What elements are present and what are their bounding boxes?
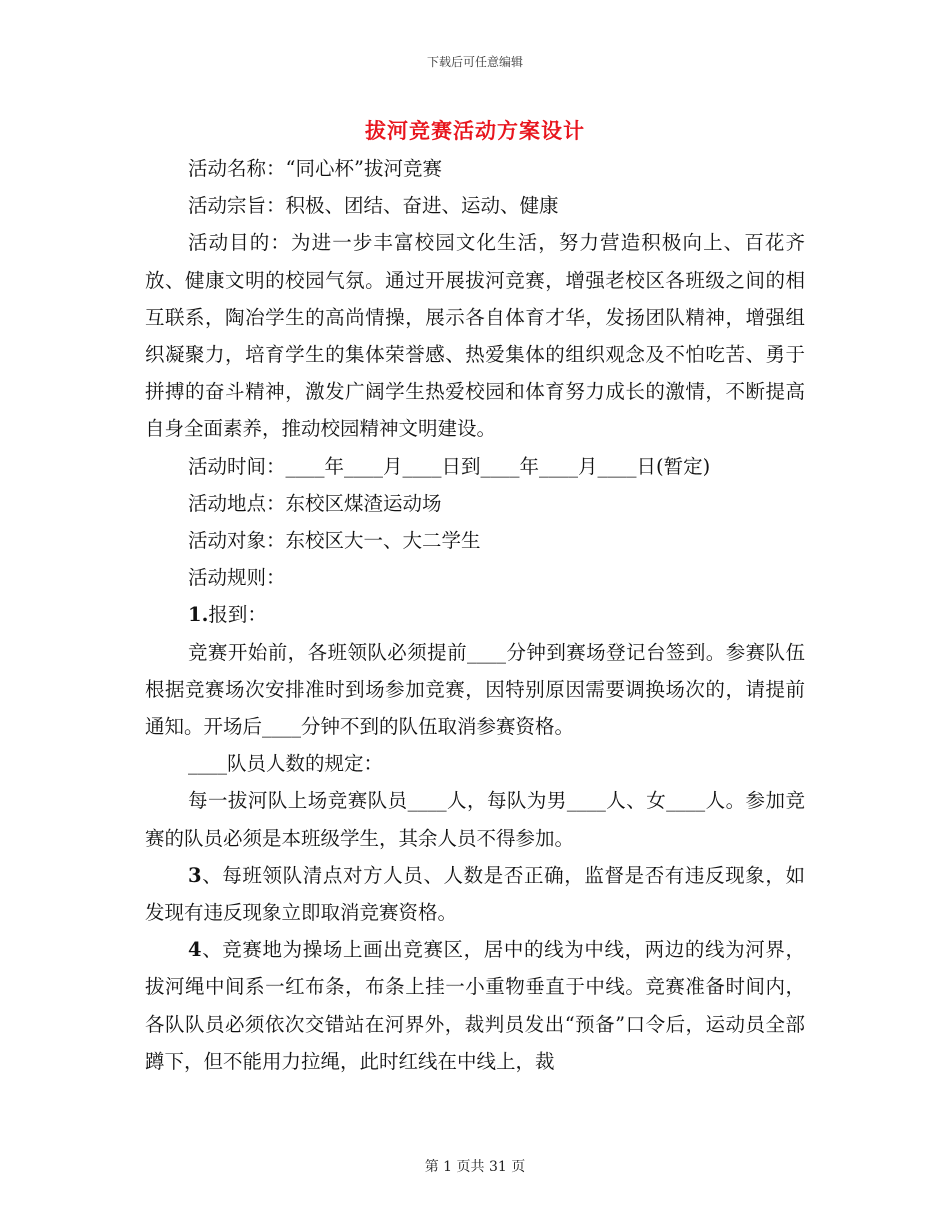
rule-4-number: 4 bbox=[188, 938, 202, 962]
activity-name: 活动名称：“同心杯”拔河竞赛 bbox=[188, 157, 442, 180]
rule-4 bbox=[145, 931, 805, 1080]
document-title: 拔河竞赛活动方案设计 bbox=[365, 118, 585, 143]
rule-3-number: 3 bbox=[188, 863, 202, 887]
page-header: 下载后可任意编辑 bbox=[426, 55, 523, 69]
rule-1-heading bbox=[145, 596, 805, 633]
rule-2-heading: ____队员人数的规定： bbox=[188, 752, 384, 776]
activity-aim: 活动宗旨：积极、团结、奋进、运动、健康 bbox=[188, 194, 559, 218]
page-footer: 第 1 页共 31 页 bbox=[424, 1159, 526, 1175]
rule-3-body: 、每班领队清点对方人员、人数是否正确，监督是否有违反现象，如发现有违反现象立即取消竞赛资格。 bbox=[145, 863, 805, 925]
rule-4-body: 、竞赛地为操场上画出竞赛区，居中的线为中线，两边的线为河界，拔河绳中间系一红布条，布条上挂一小重物垂直于中线。竞赛准备时间内，各队队员必须依次交错站在河界外，裁判员发出“预备”口令后，运动员全部蹲下，但不能用力拉绳，此时红线在中线上，裁 bbox=[145, 938, 805, 1073]
activity-time: 活动时间：____年____月____日到____年____月____日(暂定) bbox=[188, 454, 711, 478]
rule-1-number: 1. bbox=[188, 603, 209, 627]
activity-target: 活动对象：东校区大一、大二学生 bbox=[188, 529, 481, 553]
rule-3 bbox=[145, 857, 805, 931]
activity-rules-heading: 活动规则： bbox=[188, 566, 286, 590]
document-body bbox=[145, 150, 805, 1080]
rule-1-body: 竞赛开始前，各班领队必须提前____分钟到赛场登记台签到。参赛队伍根据竞赛场次安排准时到场参加竞赛，因特别原因需要调换场次的，请提前通知。开场后____分钟不到的队伍取消参赛资格。 bbox=[145, 640, 805, 739]
activity-place: 活动地点：东校区煤渣运动场 bbox=[188, 491, 442, 515]
activity-purpose: 活动目的：为进一步丰富校园文化生活，努力营造积极向上、百花齐放、健康文明的校园气氛。通过开展拔河竞赛，增强老校区各班级之间的相互联系，陶冶学生的高尚情操，展示各自体育才华，发扬团队精神，增强组织凝聚力，培育学生的集体荣誉感、热爱集体的组织观念及不怕吃苦、勇于拼搏的奋斗精神，激发广阔学生热爱校园和体育努力成长的激情，不断提高自身全面素养，推动校园精神文明建设。 bbox=[145, 231, 805, 441]
rule-1-title: 报到： bbox=[208, 603, 267, 627]
rule-2-body: 每一拔河队上场竞赛队员____人，每队为男____人、女____人。参加竞赛的队员必须是本班级学生，其余人员不得参加。 bbox=[145, 789, 805, 850]
